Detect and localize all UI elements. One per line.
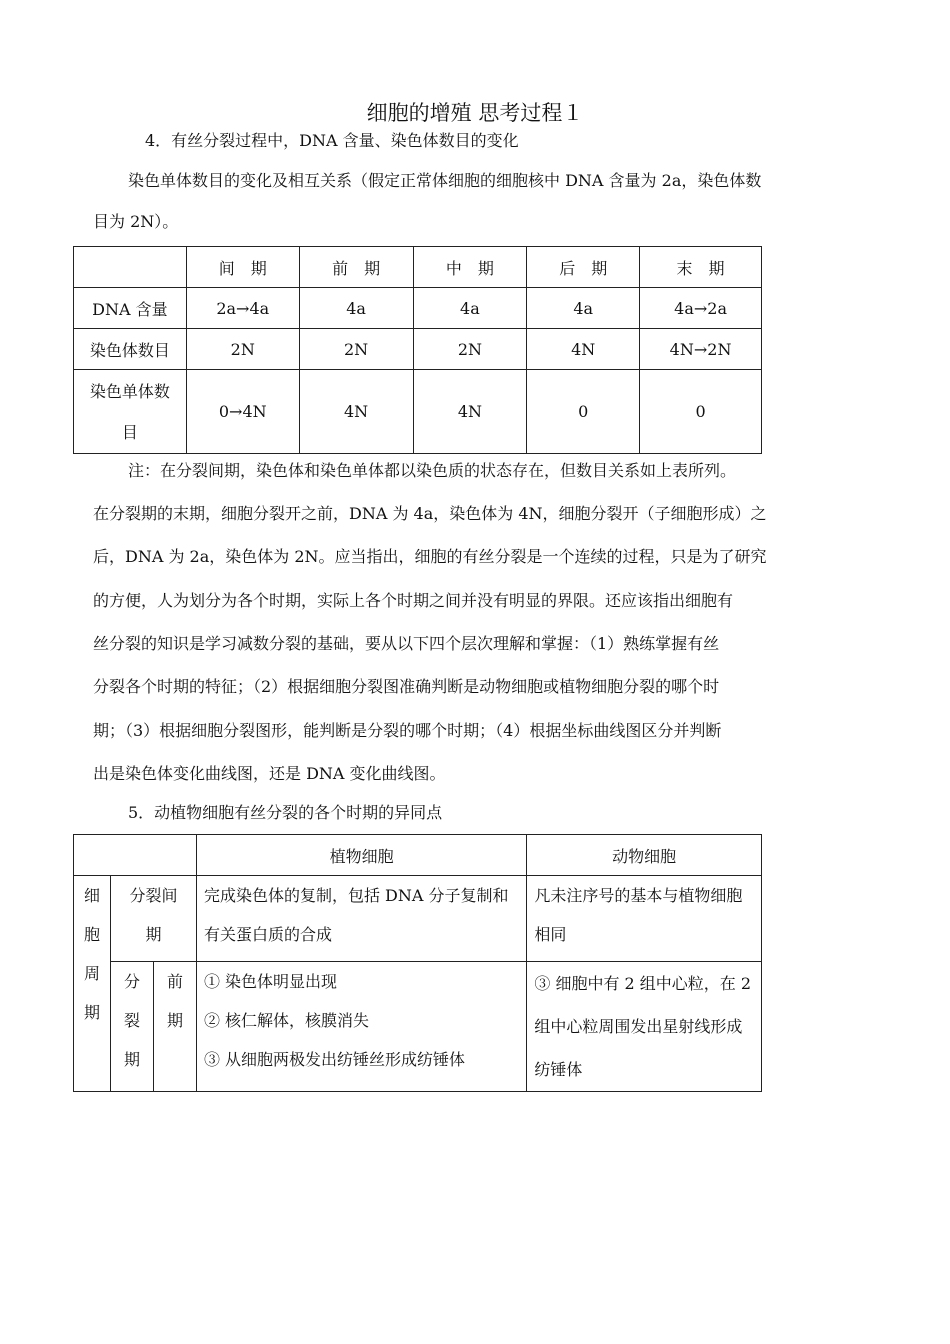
row-label-line: 目: [121, 422, 138, 442]
table-cell: 4N: [527, 329, 640, 370]
table-cell: 2N: [299, 329, 413, 370]
note-line: 丝分裂的知识是学习减数分裂的基础，要从以下四个层次理解和掌握：（1）熟练掌握有丝: [93, 634, 720, 653]
row-label-dna: DNA 含量: [74, 288, 187, 329]
prophase-plant-item: ① 染色体明显出现: [203, 972, 338, 991]
interphase-animal: [527, 876, 762, 962]
row-label-line: 染色单体数: [89, 381, 170, 401]
table-cell: 4N→2N: [640, 329, 762, 370]
table-cell: 4a→2a: [640, 288, 762, 329]
cell-cycle-label: [74, 876, 111, 1092]
table-cell: 0→4N: [186, 370, 299, 454]
table-cell: 2N: [413, 329, 527, 370]
row-label-chromatid: [74, 370, 187, 454]
prophase-label: [153, 962, 196, 1092]
intro-line: 染色单体数目的变化及相互关系（假定正常体细胞的细胞核中 DNA 含量为 2a，染色体数: [128, 171, 762, 190]
header-interphase: 间 期: [186, 247, 299, 288]
section-4-heading: 4．有丝分裂过程中，DNA 含量、染色体数目的变化: [145, 131, 519, 150]
note-line: 注：在分裂间期，染色体和染色单体都以染色质的状态存在，但数目关系如上表所列。: [128, 461, 737, 480]
cell-cycle-label-text: 细胞周期: [83, 886, 100, 1022]
table-cell: 0: [640, 370, 762, 454]
table-cell: 4N: [413, 370, 527, 454]
division-phase-label-text: 分裂期: [123, 972, 140, 1069]
note-line: 在分裂期的末期，细胞分裂开之前，DNA 为 4a，染色体为 4N，细胞分裂开（子细胞形成）之: [93, 504, 767, 523]
interphase-animal-text: 凡未注序号的基本与植物细胞相同: [534, 886, 743, 944]
intro-line: 目为 2N）。: [93, 212, 179, 231]
prophase-plant-item: ② 核仁解体，核膜消失: [203, 1011, 370, 1030]
page-title: 细胞的增殖 思考过程１: [366, 101, 584, 125]
note-line: 出是染色体变化曲线图，还是 DNA 变化曲线图。: [93, 764, 446, 783]
prophase-animal-text: ③ 细胞中有 2 组中心粒，在 2 组中心粒周围发出星射线形成纺锤体: [534, 974, 752, 1079]
note-line: 后，DNA 为 2a，染色体为 2N。应当指出，细胞的有丝分裂是一个连续的过程，只是为了研究: [93, 547, 767, 566]
plant-animal-comparison-table: [73, 834, 762, 1092]
table-cell: 4a: [299, 288, 413, 329]
header-metaphase: 中 期: [413, 247, 527, 288]
interphase-plant: [196, 876, 526, 962]
table-cell: 4a: [527, 288, 640, 329]
header-anaphase: 后 期: [527, 247, 640, 288]
table-cell: 2a→4a: [186, 288, 299, 329]
dna-chromosome-table: [73, 246, 762, 454]
interphase-label-text: 分裂间期: [129, 886, 178, 944]
note-line: 分裂各个时期的特征；（2）根据细胞分裂图准确判断是动物细胞或植物细胞分裂的哪个时: [93, 677, 720, 696]
table-cell: 4a: [413, 288, 527, 329]
prophase-label-text: 前期: [166, 972, 183, 1030]
table-corner-cell: [74, 835, 197, 876]
header-prophase: 前 期: [299, 247, 413, 288]
interphase-plant-text: 完成染色体的复制，包括 DNA 分子复制和有关蛋白质的合成: [203, 886, 509, 944]
interphase-label: [110, 876, 196, 962]
table-corner-cell: [74, 247, 187, 288]
section-5-heading: 5．动植物细胞有丝分裂的各个时期的异同点: [128, 803, 443, 822]
prophase-plant: [196, 962, 526, 1092]
table-cell: 2N: [186, 329, 299, 370]
header-animal-cell: 动物细胞: [527, 835, 762, 876]
note-line: 的方便，人为划分为各个时期，实际上各个时期之间并没有明显的界限。还应该指出细胞有: [93, 591, 734, 610]
header-telophase: 末 期: [640, 247, 762, 288]
table-cell: 4N: [299, 370, 413, 454]
note-line: 期；（3）根据细胞分裂图形，能判断是分裂的哪个时期；（4）根据坐标曲线图区分并判断: [93, 721, 722, 740]
prophase-animal: [527, 962, 762, 1092]
prophase-plant-item: ③ 从细胞两极发出纺锤丝形成纺锤体: [203, 1050, 466, 1069]
row-label-chromosome: 染色体数目: [74, 329, 187, 370]
table-cell: 0: [527, 370, 640, 454]
division-phase-label: [110, 962, 153, 1092]
header-plant-cell: 植物细胞: [196, 835, 526, 876]
